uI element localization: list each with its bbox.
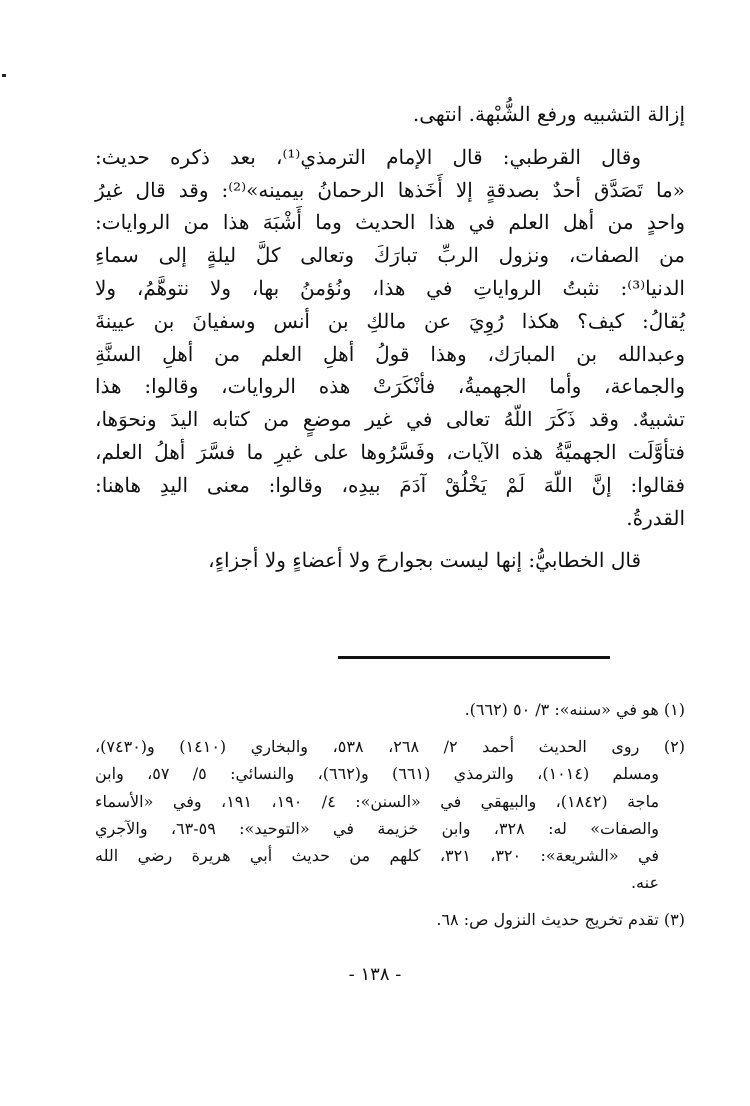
text-line-5: من الصفات، ونزول الربِّ تبارَكَ وتعالى كلَّ ليلةٍ إلى سماءِ	[95, 243, 686, 268]
text-line-7: يُقالُ: كيف؟ هكذا رُوِيَ عن مالكِ بن أنس وسفيانَ بن عيينةَ	[95, 308, 685, 333]
scan-mark	[2, 74, 6, 77]
text-line-9: والجماعة، وأما الجهميةُ، فأنْكَرَتْ هذه الروايات، وقالوا: هذا	[95, 374, 685, 399]
text-line-14: قال الخطابيُّ: إنها ليست بجوارحَ ولا أعضاءٍ ولا أجزاءٍ،	[208, 548, 641, 573]
footnote-gap	[95, 723, 685, 733]
paragraph-gap	[95, 131, 685, 141]
footnote-2-line: والصفات» له: ٣٢٨، وابن خزيمة في «التوحيد»: ٥٩-٦٣، والآجري	[95, 818, 659, 838]
footnote-divider	[338, 656, 610, 659]
footnote-2-line: ومسلم (١٠١٤)، والترمذي (٦٦١) و(٦٦٢)، والنسائي: ٥/ ٥٧، وابن	[95, 764, 660, 784]
text-line-1: إزالة التشبيه ورفع الشُّبْهة. انتهى.	[412, 102, 685, 126]
text-line-10: تشبيهٌ. وقد ذَكَرَ اللّهُ تعالى في غير موضعٍ من كتابه اليدَ ونحوَها،	[95, 407, 685, 432]
text-line-8: وعبدالله بن المبارَك، وهذا قولُ أهلِ العلم من أهلِ السنَّةِ	[95, 341, 685, 366]
text-line-11: فتأوَّلَت الجهميَّةُ هذه الآيات، وفَسَّرُوها على غيرِ ما فسَّرَ أهلُ العلم،	[95, 439, 685, 464]
text-line-4: واحدٍ من أهل العلم في هذا الحديث وما أَشْبَهَ هذا من الروايات:	[95, 210, 685, 235]
text-line-2: وقال القرطبي: قال الإمام الترمذي⁽¹⁾، بعد ذكره حديث:	[95, 144, 641, 169]
page-number: - ١٣٨ -	[348, 964, 402, 985]
text-line-3: «ما تَصَدَّق أحدٌ بصدقةٍ إلا أَخَذها الرحمانُ بيمينه»⁽²⁾: وقد قال غيرُ	[95, 177, 685, 202]
footnote-2-line: في «الشريعة»: ٣٢٠، ٣٢١، كلهم من حديث أبي هريرة رضي الله	[95, 845, 659, 865]
paragraph-gap	[95, 534, 685, 544]
main-text	[95, 98, 685, 577]
footnotes	[95, 696, 685, 934]
text-line-13: القدرةُ.	[626, 505, 685, 530]
text-line-6: الدنيا⁽³⁾: نثبتُ الرواياتِ في هذا، ونُؤمنُ بها، ولا نتوهَّمُ، ولا	[95, 275, 685, 300]
footnote-3: (٣) تقدم تخريج حديث النزول ص: ٦٨.	[436, 910, 685, 930]
footnote-2-line: ماجة (١٨٤٢)، والبيهقي في «السنن»: ٤/ ١٩٠، ١٩١، وفي «الأسماء	[95, 791, 660, 811]
footnote-2-line: (٢) روى الحديث أحمد ٢/ ٢٦٨، ٥٣٨، والبخاري (١٤١٠) و(٧٤٣٠)،	[95, 737, 686, 757]
text-line-12: فقالوا: إنَّ اللّهَ لَمْ يَخْلُقْ آدَمَ بيدِه، وقالوا: معنى اليدِ هاهنا:	[95, 472, 685, 497]
footnote-2-line: عنه.	[630, 873, 659, 893]
footnote-1: (١) هو في «سننه»: ٣/ ٥٠ (٦٦٢).	[464, 700, 685, 719]
footnote-gap	[95, 896, 685, 906]
